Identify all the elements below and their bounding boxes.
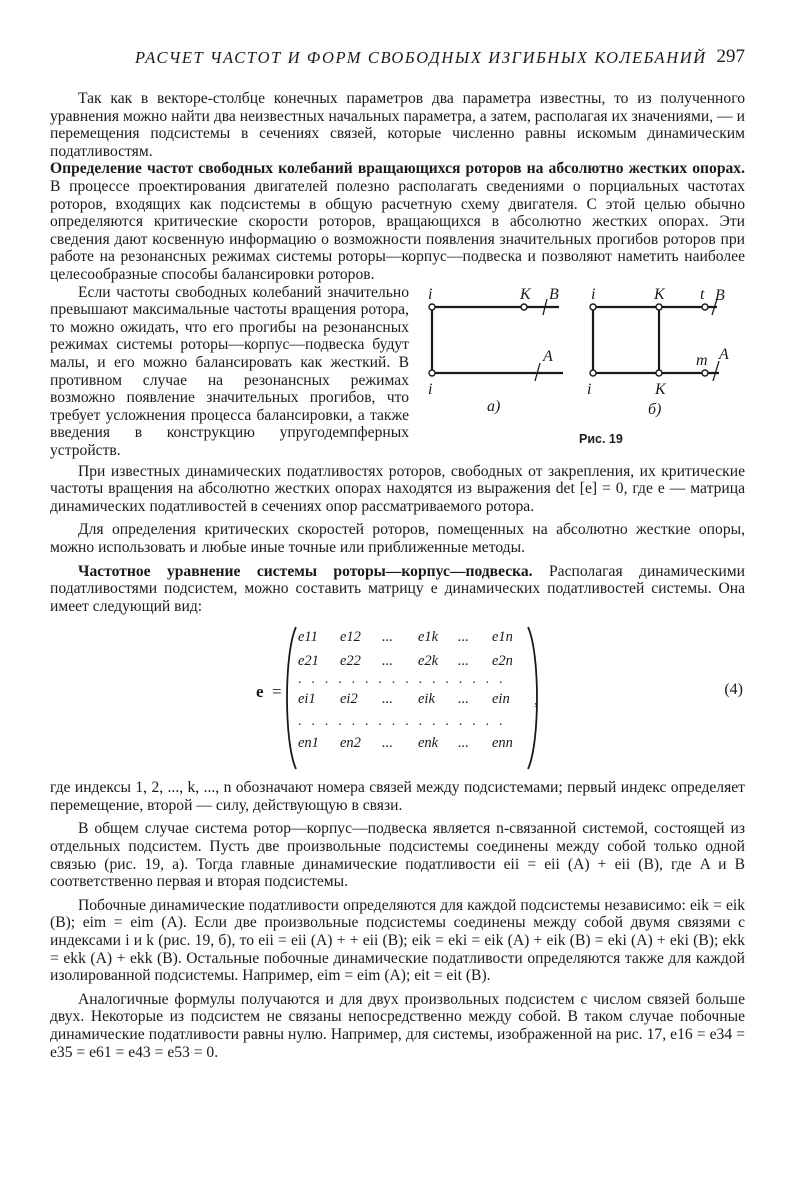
fig-a-node-k — [521, 304, 527, 310]
paragraph-9: Побочные динамические податливости определяются для каждой подсистемы независимо: eik = eik (B); eim = eim (A). Если две произвольные подсистемы соединены между собой двумя связями с индексами i и k (рис. 19, б), то eii = eii (A) + + eii (B); eik = eki = eik (A) + eik (B) = eki (A) + eki (B); ekk = ekk (A) + ekk (B). Остальные побочные динамические податливости определяются также для каждой изолированной подсистемы. Например, eim = eim (A); eit = eit (B). — [50, 896, 745, 985]
matrix-cell: en2 — [340, 735, 361, 752]
fig-a-node-top-left — [429, 304, 435, 310]
matrix-cell: ... — [458, 735, 469, 752]
paragraph-1: Так как в векторе-столбце конечных параметров два параметра известны, то из полученного уравнения можно найти два неизвестных начальных параметра, а затем, располагая их значениями, — и перемещения подсистемы в сечениях связей, которые численно равны искомым динамическим податливостям. — [50, 90, 745, 160]
fig-b-label-b: B — [715, 286, 725, 304]
matrix-dots-row-1: . . . . . . . . . . . . . . . . — [298, 672, 506, 688]
matrix-cell: e11 — [298, 629, 318, 646]
fig-b-label-k-top: K — [654, 286, 665, 303]
matrix-cell: ei1 — [298, 691, 316, 708]
fig-a-label-k: K — [520, 286, 531, 303]
fig-a-label-a: A — [543, 347, 553, 365]
matrix-cell: ... — [382, 653, 393, 670]
fig-b-node-k — [656, 304, 662, 310]
paragraph-10: Аналогичные формулы получаются и для двух произвольных подсистем с числом связей больше двух. Некоторые из подсистем не связаны непосредственно между собой. В таком случае побочные динамические податливости равны нулю. Например, для системы, изображенной на рис. 17, e16 = e34 = e35 = e61 = e43 = e53 = 0. — [50, 990, 745, 1061]
matrix-cell: ei2 — [340, 691, 358, 708]
matrix-cell: e1k — [418, 629, 439, 646]
fig-b-sublabel: б) — [648, 400, 662, 418]
fig-b-label-i-bottom: i — [587, 380, 592, 398]
fig-b-label-t: t — [700, 286, 705, 303]
fig-b-label-i-left: i — [591, 286, 596, 303]
matrix-cell: e21 — [298, 653, 319, 670]
fig-a-node-bottom-left — [429, 370, 435, 376]
fig-a-label-i-top: i — [428, 286, 433, 303]
fig-a-label-b: B — [549, 286, 559, 303]
paragraph-4: При известных динамических податливостях роторов, свободных от закрепления, их критические частоты вращения на абсолютно жестких опорах находятся из выражения det [e] = 0, где e — матрица динамических податливостей в сечениях опор рассматриваемого ротора. — [50, 462, 745, 515]
page-number: 297 — [716, 46, 745, 67]
equation-number: (4) — [724, 681, 743, 699]
fig-b-node-m — [702, 370, 708, 376]
fig-b-label-a: A — [719, 345, 729, 363]
running-title: РАСЧЕТ ЧАСТОТ И ФОРМ СВОБОДНЫХ ИЗГИБНЫХ КОЛЕБАНИЙ — [135, 48, 707, 67]
matrix-symbol: e — [256, 682, 264, 702]
fig-b-node-top-left — [590, 304, 596, 310]
matrix-cell: ... — [458, 691, 469, 708]
matrix-cell: ... — [458, 653, 469, 670]
matrix-cell: en1 — [298, 735, 319, 752]
matrix-cell: ein — [492, 691, 510, 708]
fig-b-node-k-bottom — [656, 370, 662, 376]
page-header — [50, 48, 745, 74]
matrix-equation — [50, 623, 745, 773]
matrix-cell: enn — [492, 735, 513, 752]
fig-a-sublabel: а) — [487, 397, 501, 415]
matrix-cell: ... — [458, 629, 469, 646]
fig-a-label-i-bottom: i — [428, 380, 433, 398]
matrix-cell: eik — [418, 691, 435, 708]
matrix-cell: e2k — [418, 653, 439, 670]
paragraph-2-text: В процессе проектирования двигателей полезно располагать сведениями о порциальных частотах роторов, входящих как подсистемы в общую расчетную схему двигателя. С этой целью обычно определяются критические скорости роторов, вращающихся в абсолютно жестких опорах. Эти сведения дают косвенную информацию о возможности появления значительных прогибов роторов при работе на резонансных режимах системы роторы—корпус—подвеска и позволяют наметить наиболее целесообразные способы балансировки роторов. — [50, 177, 745, 283]
section-heading-frequency: Частотное уравнение системы роторы—корпус—подвеска. — [78, 562, 533, 580]
fig-b-node-t — [702, 304, 708, 310]
paragraph-3-text: Если частоты свободных колебаний значительно превышают максимальные частоты вращения ротора, то можно ожидать, что его прогибы на резонансных режимах системы роторы—корпус—подвеска будут малы, и его можно балансировать как жесткий. В противном случае на резонансных режимах возможно появление значительных прогибов, что требует усложнения процесса балансировки, а также введения в конструкцию упругодемпферных устройств. — [50, 283, 409, 459]
page-body — [50, 90, 745, 1067]
paragraph-2 — [50, 160, 745, 283]
paragraph-6 — [50, 563, 745, 616]
paragraph-3 — [50, 284, 745, 460]
paragraph-6-text: Располагая динамическими податливостями подсистем, можно составить матрицу e динамических податливостей системы. Она имеет следующий вид: — [50, 562, 745, 615]
matrix-cell: e12 — [340, 629, 361, 646]
figure-19 — [427, 287, 741, 459]
paragraph-7: где индексы 1, 2, ..., k, ..., n обозначают номера связей между подсистемами; первый индекс определяет перемещение, второй — силу, действующую в связи. — [50, 779, 745, 814]
matrix-cell: ... — [382, 691, 393, 708]
matrix-cell: e22 — [340, 653, 361, 670]
paragraph-5: Для определения критических скоростей роторов, помещенных на абсолютно жесткие опоры, можно использовать и любые иные точные или приближенные методы. — [50, 521, 745, 556]
matrix-dots-row-2: . . . . . . . . . . . . . . . . — [298, 714, 506, 730]
matrix-cell: enk — [418, 735, 439, 752]
fig-b-node-i — [590, 370, 596, 376]
paragraph-8: В общем случае система ротор—корпус—подвеска является n-связанной системой, состоящей из отдельных подсистем. Пусть две произвольные подсистемы соединены между собой только одной связью (рис. 19, а). Тогда главные динамические податливости eii = eii (A) + eii (B), где A и B соответственно первая и вторая подсистемы. — [50, 820, 745, 891]
section-heading-rotors: Определение частот свободных колебаний вращающихся роторов на абсолютно жестких опорах. — [50, 160, 745, 178]
figure-caption: Рис. 19 — [579, 431, 623, 446]
fig-b-label-k-bottom: K — [655, 380, 666, 398]
matrix-cell: e2n — [492, 653, 513, 670]
matrix-cell: ... — [382, 629, 393, 646]
matrix-equals: = — [272, 682, 282, 702]
matrix-comma: , — [534, 690, 539, 710]
matrix-cell: e1n — [492, 629, 513, 646]
matrix-cell: ... — [382, 735, 393, 752]
fig-b-label-m: m — [696, 351, 708, 369]
